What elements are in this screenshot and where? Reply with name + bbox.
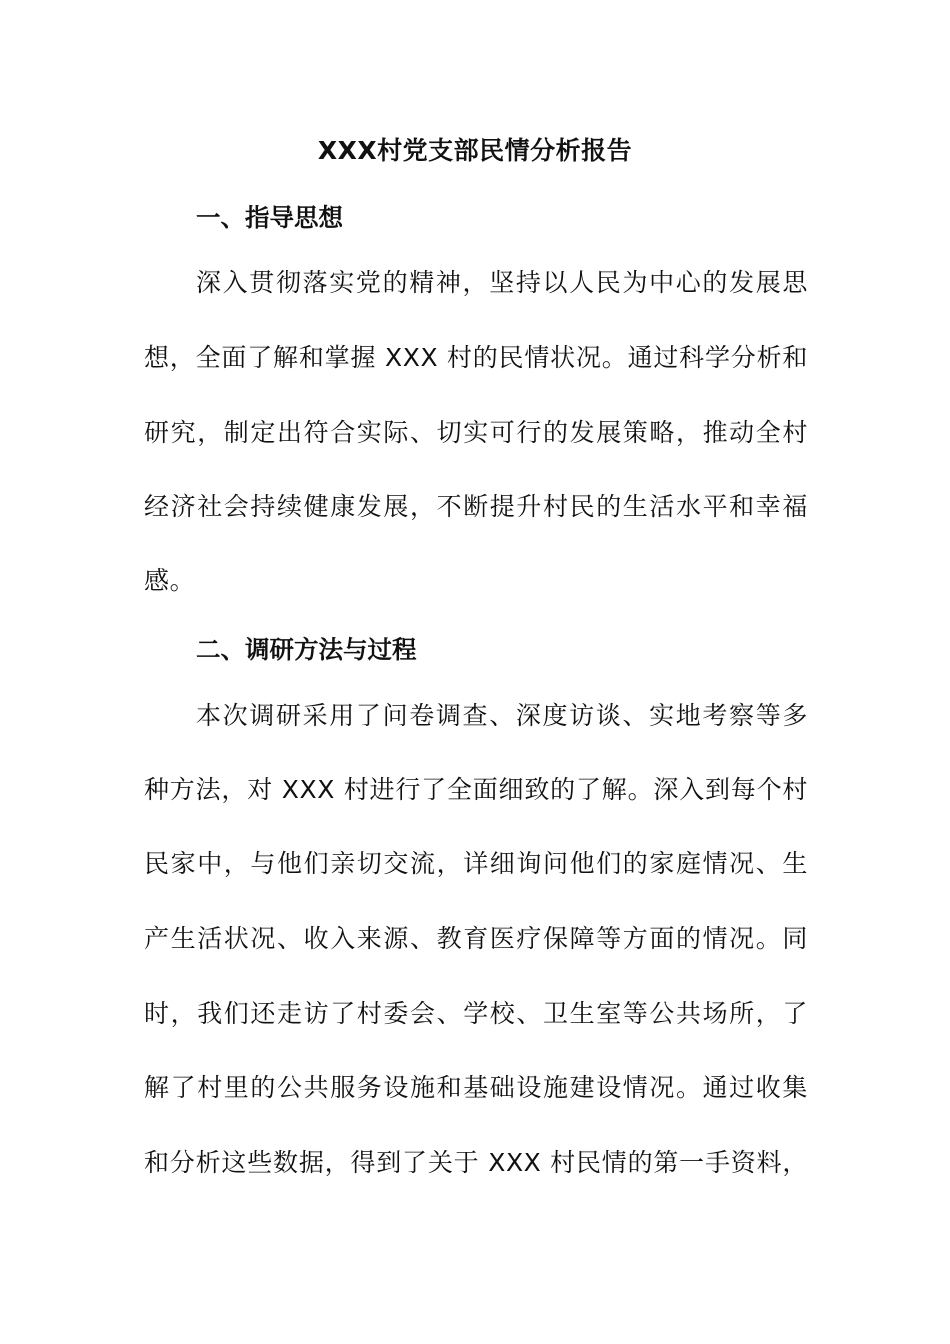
paragraph-line: 时，我们还走访了村委会、学校、卫生室等公共场所，了 bbox=[144, 999, 808, 1028]
paragraph-line: 民家中，与他们亲切交流，详细询问他们的家庭情况、生 bbox=[144, 849, 808, 878]
section-heading-research-method: 二、调研方法与过程 bbox=[196, 635, 417, 664]
document-title: XXX村党支部民情分析报告 bbox=[317, 136, 633, 165]
paragraph-line: 深入贯彻落实党的精神，坚持以人民为中心的发展思 bbox=[196, 268, 808, 297]
paragraph-line: 和分析这些数据，得到了关于 XXX 村民情的第一手资料， bbox=[144, 1148, 808, 1177]
paragraph-line: 想，全面了解和掌握 XXX 村的民情状况。通过科学分析和 bbox=[144, 343, 808, 372]
paragraph-line: 产生活状况、收入来源、教育医疗保障等方面的情况。同 bbox=[144, 924, 808, 953]
paragraph-line: 本次调研采用了问卷调查、深度访谈、实地考察等多 bbox=[196, 701, 808, 730]
paragraph-line: 感。 bbox=[144, 566, 196, 595]
paragraph-line: 研究，制定出符合实际、切实可行的发展策略，推动全村 bbox=[144, 418, 808, 447]
section-heading-guiding-ideology: 一、指导思想 bbox=[196, 203, 343, 232]
paragraph-line: 解了村里的公共服务设施和基础设施建设情况。通过收集 bbox=[144, 1073, 808, 1102]
paragraph-line: 经济社会持续健康发展，不断提升村民的生活水平和幸福 bbox=[144, 492, 808, 521]
paragraph-line: 种方法，对 XXX 村进行了全面细致的了解。深入到每个村 bbox=[144, 775, 808, 804]
